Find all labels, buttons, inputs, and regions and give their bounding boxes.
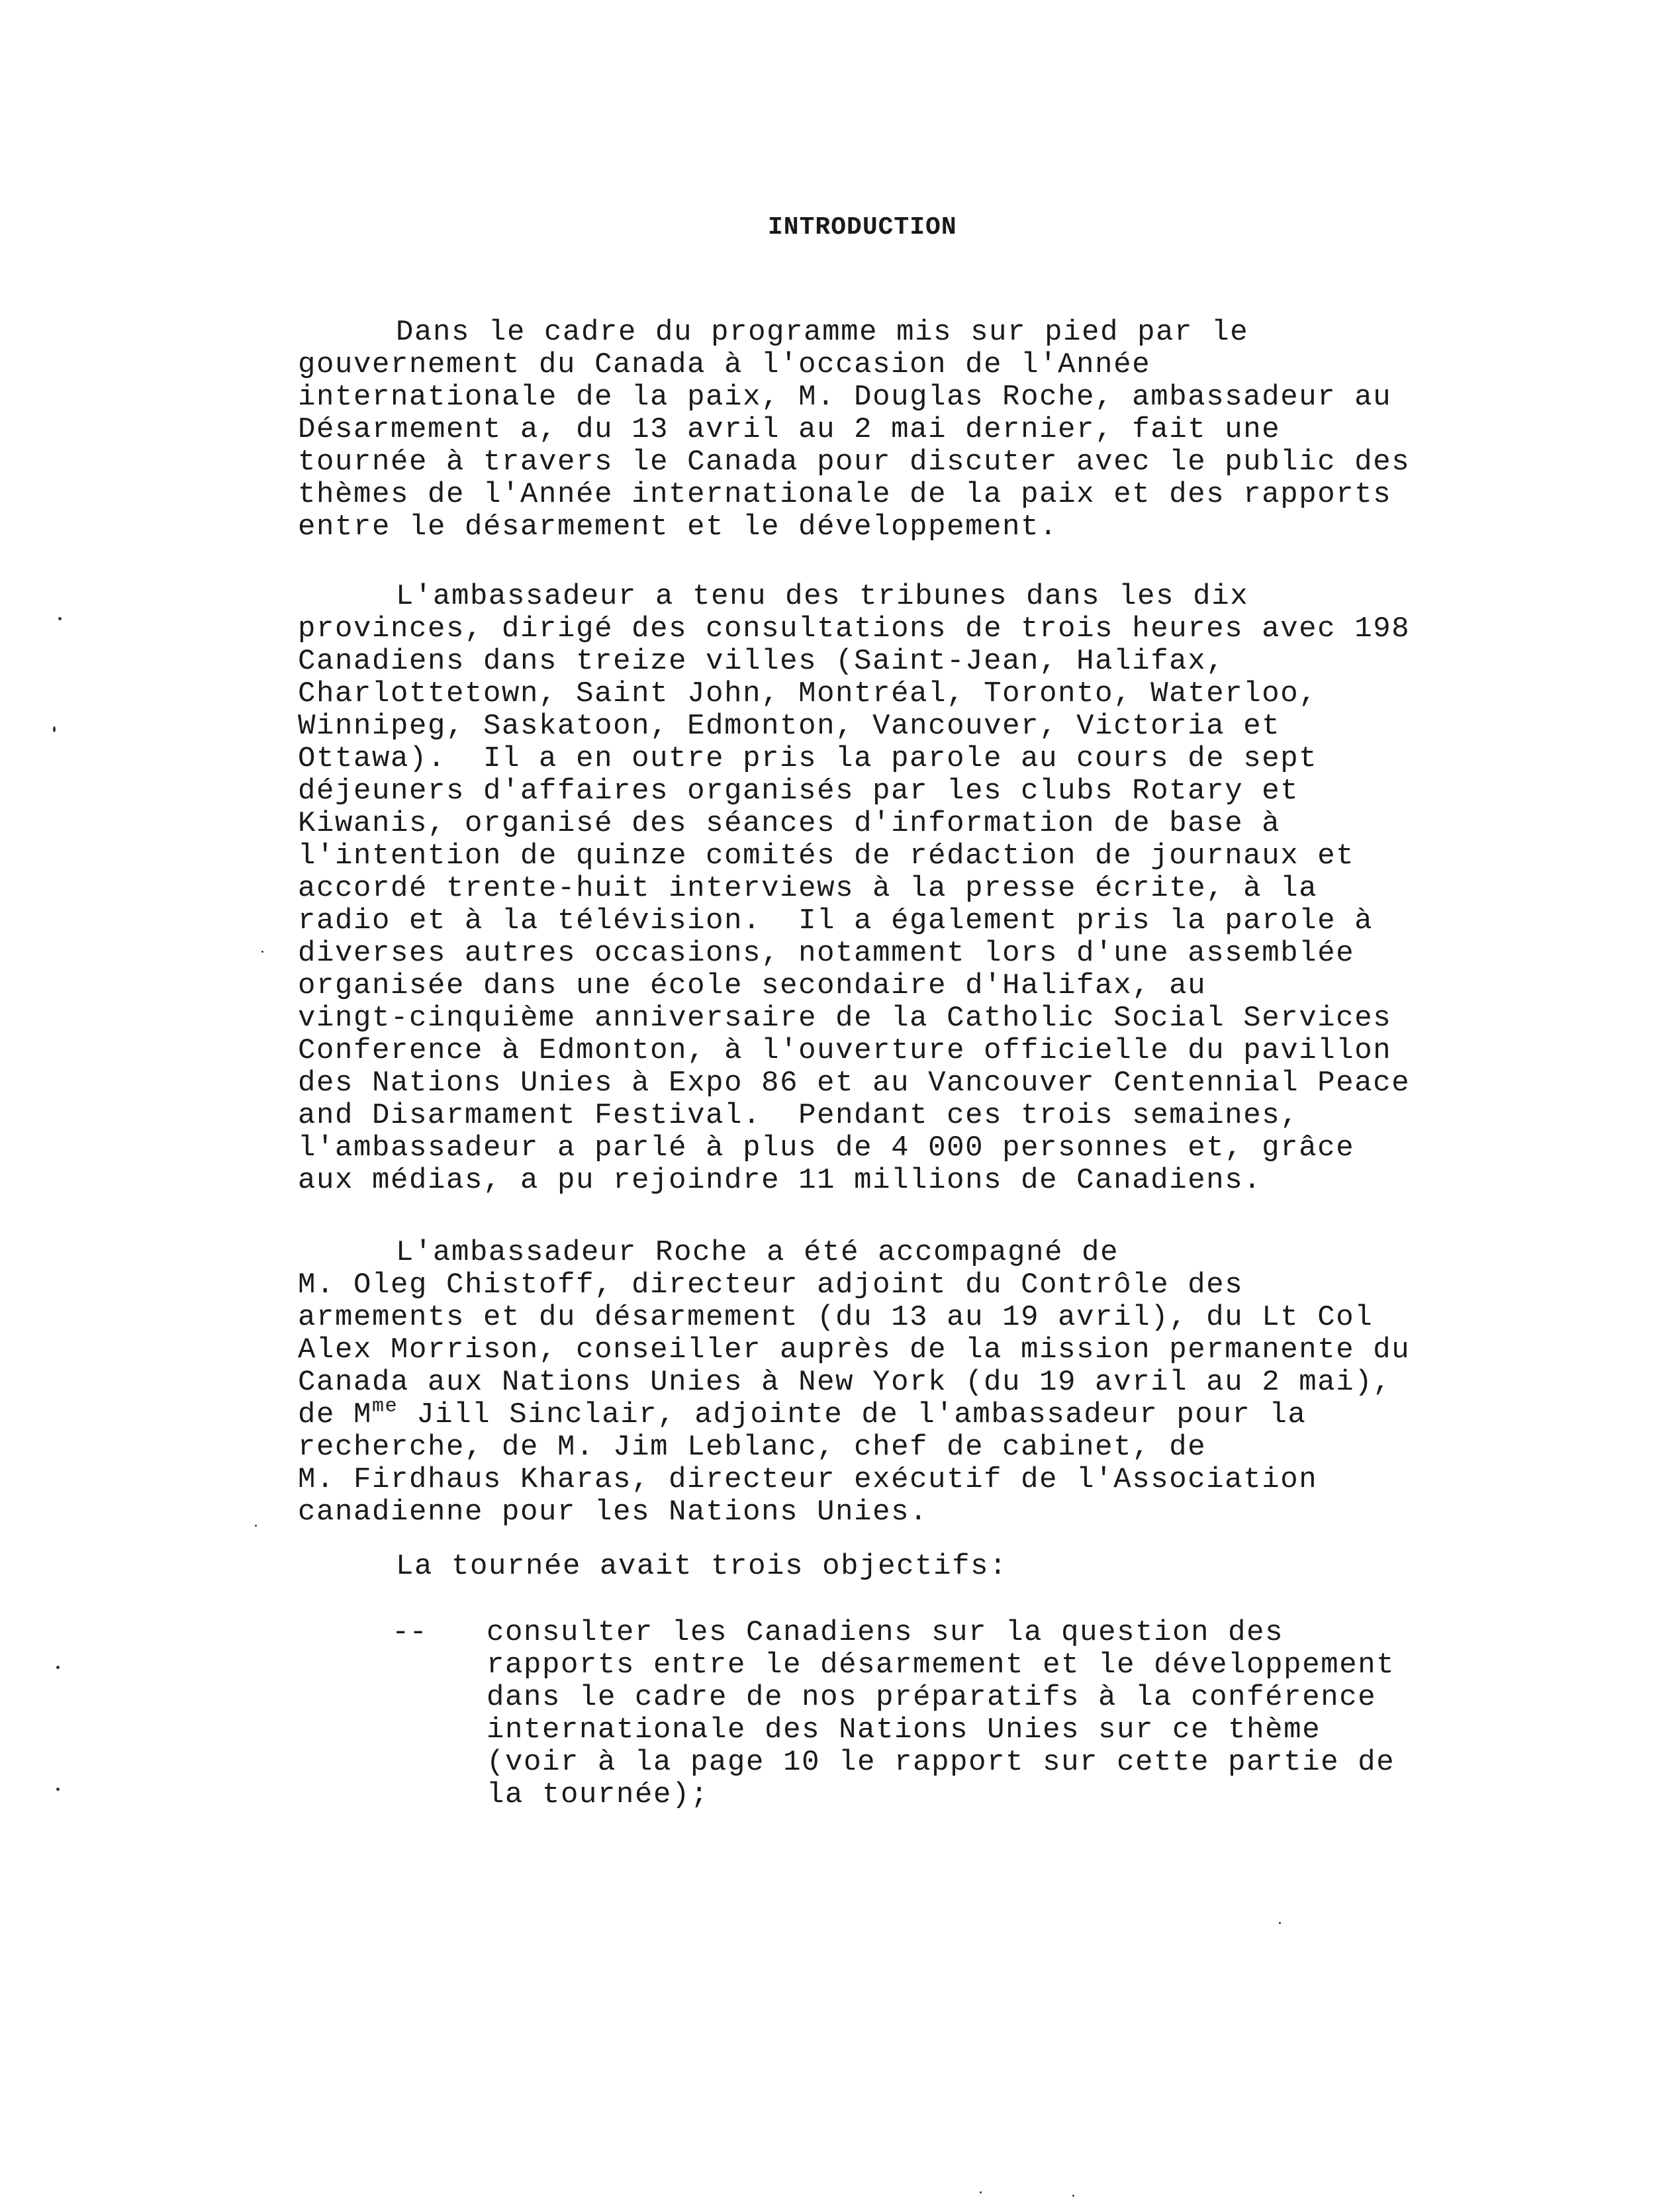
text-line: entre le désarmement et le développement. [298,510,1058,544]
text-line: Alex Morrison, conseiller auprès de la mission permanente du [298,1333,1411,1366]
scan-speck [255,1525,257,1527]
scan-speck [261,951,263,953]
text-line: vingt-cinquième anniversaire de la Catholic Social Services [298,1002,1392,1035]
scan-speck [56,1788,60,1791]
text-line: (voir à la page 10 le rapport sur cette partie de [487,1746,1395,1779]
text-line [298,1395,1529,1431]
scan-speck [56,1666,60,1669]
text-line: radio et à la télévision. Il a également pris la parole à [298,904,1374,937]
text-line: la tournée); [487,1778,710,1811]
text-line: Conference à Edmonton, à l'ouverture officielle du pavillon [298,1034,1392,1067]
text-line: M. Firdhaus Kharas, directeur exécutif de l'Association [298,1463,1318,1496]
text-line: déjeuners d'affaires organisés par les clubs Rotary et [298,775,1299,808]
text-line: recherche, de M. Jim Leblanc, chef de cabinet, de [298,1431,1207,1464]
text-line: l'intention de quinze comités de rédaction de journaux et [298,839,1355,873]
text-line: l'ambassadeur a parlé à plus de 4 000 personnes et, grâce [298,1131,1355,1165]
text-line: M. Oleg Chistoff, directeur adjoint du Contrôle des [298,1269,1244,1302]
text-line: tournée à travers le Canada pour discuter avec le public des [298,446,1411,479]
text-line: L'ambassadeur Roche a été accompagné de [396,1236,1119,1269]
text-line: Canadiens dans treize villes (Saint-Jean, Halifax, [298,645,1225,678]
text-line: canadienne pour les Nations Unies. [298,1496,929,1529]
text-line: Ottawa). Il a en outre pris la parole au cours de sept [298,742,1318,775]
bullet-marker: -- [392,1616,427,1649]
text-line: des Nations Unies à Expo 86 et au Vancouver Centennial Peace [298,1067,1411,1100]
scan-speck [58,617,62,620]
text-line: dans le cadre de nos préparatifs à la conférence [487,1681,1377,1714]
paragraph-1 [298,316,1529,544]
text-line: gouvernement du Canada à l'occasion de l'Année [298,348,1151,381]
text-line: Kiwanis, organisé des séances d'information de base à [298,807,1281,840]
text-line: Désarmement a, du 13 avril au 2 mai dernier, fait une [298,413,1281,446]
text-line: internationale de la paix, M. Douglas Roche, ambassadeur au [298,381,1392,414]
text-line: aux médias, a pu rejoindre 11 millions de Canadiens. [298,1164,1262,1197]
paragraph-2 [298,581,1529,1197]
text-line: thèmes de l'Année internationale de la paix et des rapports [298,478,1392,511]
paragraph-4 [298,1551,1529,1583]
text-line: Dans le cadre du programme mis sur pied par le [396,316,1249,349]
scan-speck [1279,1922,1281,1924]
text-line: diverses autres occasions, notamment lors d'une assemblée [298,937,1355,970]
text-fragment: Jill Sinclair, adjointe de l'ambassadeur pour la [398,1398,1307,1431]
text-line: L'ambassadeur a tenu des tribunes dans les dix [396,580,1249,613]
text-line: consulter les Canadiens sur la question des [487,1616,1284,1649]
scan-speck [53,726,56,732]
text-line: internationale des Nations Unies sur ce thème [487,1713,1321,1747]
text-line: armements et du désarmement (du 13 au 19 avril), du Lt Col [298,1301,1374,1334]
scan-speck [980,2191,982,2193]
bullet-item [487,1617,1546,1811]
text-line: Winnipeg, Saskatoon, Edmonton, Vancouver, Victoria et [298,710,1281,743]
text-line: La tournée avait trois objectifs: [396,1550,1008,1583]
text-line: rapports entre le désarmement et le développement [487,1649,1395,1682]
paragraph-3 [298,1237,1529,1529]
text-fragment: de M [298,1398,373,1431]
page-title: INTRODUCTION [768,213,957,242]
text-line: and Disarmament Festival. Pendant ces trois semaines, [298,1099,1299,1132]
text-line: accordé trente-huit interviews à la presse écrite, à la [298,872,1318,905]
text-line: Canada aux Nations Unies à New York (du 19 avril au 2 mai), [298,1366,1392,1399]
superscript: me [372,1395,398,1418]
text-line: organisée dans une école secondaire d'Halifax, au [298,969,1207,1002]
text-line: provinces, dirigé des consultations de trois heures avec 198 [298,612,1411,646]
text-line: Charlottetown, Saint John, Montréal, Toronto, Waterloo, [298,677,1318,710]
scan-speck [1072,2195,1074,2197]
